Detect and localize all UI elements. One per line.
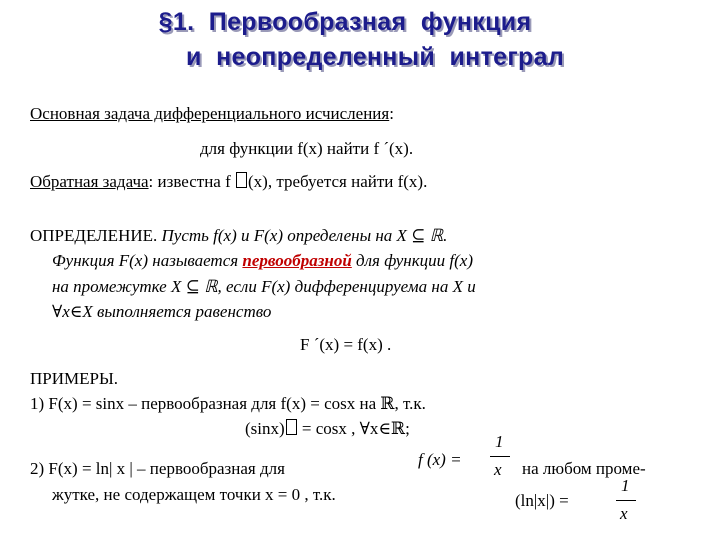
main-task-find: для функции f(x) найти f ´(x). bbox=[200, 139, 414, 158]
missing-glyph-box bbox=[286, 419, 297, 435]
example2-frac-left: f (x) = bbox=[418, 450, 462, 469]
definition-line3: на промежутке X ⊆ ℝ, если F(x) дифференцируема на X и bbox=[52, 277, 476, 296]
example2-frac-num: 1 bbox=[495, 432, 504, 451]
definition-text1: Пусть f(x) и F(x) определены на X ⊆ ℝ. bbox=[161, 226, 448, 245]
example1-proof bbox=[245, 419, 410, 439]
missing-glyph-box bbox=[236, 172, 247, 188]
example2-line1: 2) F(x) = ln| x | – первообразная для bbox=[30, 459, 285, 478]
definition-text2b: для функции f(x) bbox=[351, 251, 473, 270]
example1: 1) F(x) = sinx – первообразная для f(x) = cosx на ℝ, т.к. bbox=[30, 394, 426, 413]
definition-lead: ОПРЕДЕЛЕНИЕ. bbox=[30, 226, 158, 245]
example1-proof-a: (sinx) bbox=[245, 419, 285, 438]
main-task-heading: Основная задача дифференциального исчисления bbox=[30, 104, 390, 123]
example2-proof-num: 1 bbox=[621, 476, 630, 495]
definition-line4: ∀x∈X выполняется равенство bbox=[52, 302, 272, 321]
example2-proof-left: (ln|x|) = bbox=[515, 491, 569, 510]
example2-line2: жутке, не содержащем точки x = 0 , т.к. bbox=[52, 485, 336, 504]
example2-frac-den: x bbox=[494, 460, 502, 479]
main-task-colon: : bbox=[389, 104, 394, 123]
definition-text2a: Функция F(x) называется bbox=[52, 251, 243, 270]
example1-proof-b: = cosx , ∀x∈ℝ; bbox=[297, 419, 410, 438]
main-task-line bbox=[30, 104, 394, 124]
definition-formula: F ´(x) = f(x) . bbox=[300, 335, 392, 354]
example2-proof-den: x bbox=[620, 504, 628, 523]
inverse-task-heading: Обратная задача bbox=[30, 172, 149, 191]
inverse-task-text: : известна f bbox=[148, 172, 236, 191]
slide-title-line2: и неопределенный интеграл bbox=[185, 43, 565, 71]
definition-term: первообразной bbox=[242, 251, 352, 270]
examples-heading: ПРИМЕРЫ. bbox=[30, 369, 119, 388]
definition-line1 bbox=[30, 226, 447, 246]
inverse-task-line bbox=[30, 172, 427, 192]
inverse-task-text2: (x), требуется найти f(x). bbox=[248, 172, 428, 191]
example2-proof-bar bbox=[616, 500, 636, 501]
example2-frac-bar bbox=[490, 456, 510, 457]
example2-line1-end: на любом проме- bbox=[522, 459, 646, 478]
slide-title-line1: §1. Первообразная функция bbox=[158, 8, 532, 36]
definition-line2 bbox=[52, 251, 473, 271]
